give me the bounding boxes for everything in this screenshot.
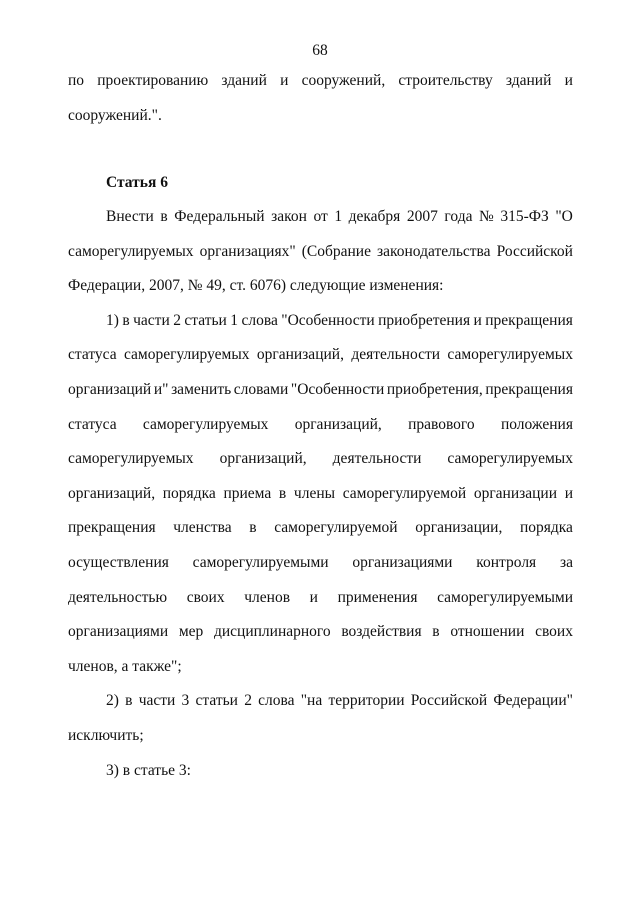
word: статьи (195, 692, 238, 710)
word: приобретения, (386, 380, 483, 398)
word: саморегулируемыми (192, 553, 329, 571)
text-line: членов, а также"; (68, 657, 182, 675)
text-line (68, 615, 573, 650)
word: от (313, 208, 328, 225)
word: осуществления (68, 553, 169, 571)
word: дисциплинарного (213, 623, 331, 641)
word: территории (328, 692, 405, 710)
word: Федерации" (493, 692, 573, 710)
text-line (68, 684, 573, 719)
text-line (68, 200, 573, 235)
word: организациях" (199, 242, 296, 260)
word: организаций, (256, 346, 344, 364)
word: (Собрание (301, 242, 371, 260)
word: части (138, 692, 176, 710)
word: в (122, 311, 130, 329)
text-line (68, 581, 573, 616)
word: применения (337, 588, 418, 606)
word: статуса (68, 415, 117, 433)
word: саморегулируемыми (437, 588, 573, 606)
word: в (125, 692, 133, 710)
word: воздействия (341, 623, 422, 641)
word: части (133, 311, 170, 329)
word: 1) (106, 311, 119, 329)
word: 2) (106, 692, 119, 710)
word: порядка (519, 519, 573, 537)
word: саморегулируемых (123, 346, 250, 364)
word: слова (241, 311, 278, 329)
word: саморегулируемых (142, 415, 269, 433)
word: организаций, (294, 415, 382, 433)
page-number: 68 (312, 42, 328, 59)
word: и (564, 484, 573, 502)
word: и (309, 588, 318, 606)
word: организации (473, 484, 558, 502)
word: прекращения (485, 380, 573, 398)
text-line (68, 546, 573, 581)
word: Федеральный (174, 208, 265, 225)
word: 315-ФЗ (500, 208, 549, 225)
word: организациями (68, 623, 169, 641)
text-line (68, 511, 573, 546)
word: статьи (184, 311, 227, 329)
text-line: исключить; (68, 726, 144, 744)
word: организациями (352, 553, 453, 571)
word: своих (535, 623, 573, 641)
word: деятельностью (68, 588, 168, 606)
article-heading: Статья 6 (106, 174, 168, 191)
word: организаций, (219, 450, 307, 468)
word: членов (244, 588, 291, 606)
word: № (479, 208, 494, 225)
word: "Особенности (281, 311, 375, 329)
word: мер (178, 623, 204, 641)
word: 2 (244, 692, 252, 710)
word: заменить (171, 380, 232, 398)
text-line (68, 442, 573, 477)
text-line (68, 373, 573, 408)
word: года (444, 208, 473, 225)
text-line (68, 408, 573, 443)
word: членства (173, 519, 232, 537)
word: прекращения (485, 311, 573, 329)
word: своих (186, 588, 225, 606)
word: за (559, 553, 573, 571)
word: законодательства (376, 242, 491, 260)
article-body (68, 200, 573, 788)
word: слова (258, 692, 295, 710)
word: сооружений, (301, 72, 386, 89)
word: Внести (106, 208, 154, 225)
word: и (280, 72, 289, 89)
text-line (68, 304, 573, 339)
word: статуса (68, 346, 117, 364)
word: организации, (415, 519, 503, 537)
word: саморегулируемых (447, 346, 573, 364)
word: прекращения (68, 519, 156, 537)
word: организаций (68, 380, 152, 398)
word: порядка (162, 484, 216, 502)
text-line (68, 235, 573, 270)
word: 1 (334, 208, 343, 225)
word: и" (153, 380, 169, 398)
word: деятельности (332, 450, 422, 468)
word: приобретения (378, 311, 471, 329)
text-line (68, 477, 573, 512)
word: организаций, (68, 484, 156, 502)
word: в (278, 484, 287, 502)
word: зданий (505, 72, 552, 89)
word: 2007 (406, 208, 438, 225)
word: в (432, 623, 440, 641)
word: приема (223, 484, 272, 502)
word: 3 (181, 692, 190, 710)
text-line: 3) в статье 3: (106, 761, 191, 779)
text-line (68, 64, 573, 99)
word: саморегулируемых (447, 450, 573, 468)
word: строительству (398, 72, 493, 89)
word: "на (300, 692, 323, 710)
word: 2 (173, 311, 181, 329)
text-line (68, 338, 573, 373)
word: и (473, 311, 482, 329)
word: зданий (221, 72, 267, 89)
word: и (564, 72, 573, 89)
word: правового (408, 415, 475, 433)
word: положения (500, 415, 573, 433)
word: в (249, 519, 257, 537)
word: Российской (410, 692, 488, 710)
word: саморегулируемой (274, 519, 398, 537)
word: контроля (476, 553, 537, 571)
word: "О (555, 208, 573, 225)
word: деятельности (351, 346, 441, 364)
word: Российской (496, 242, 573, 260)
word: по (68, 72, 85, 89)
word: проектированию (97, 72, 209, 89)
text-line: Федерации, 2007, № 49, ст. 6076) следующие изменения: (68, 277, 444, 295)
word: "Особенности (290, 380, 385, 398)
word: саморегулируемых (68, 450, 194, 468)
intro-paragraph (68, 64, 573, 133)
word: отношении (450, 623, 525, 641)
word: саморегулируемых (68, 242, 194, 260)
word: закон (271, 208, 307, 225)
word: декабря (348, 208, 401, 225)
word: саморегулируемой (342, 484, 467, 502)
word: в (160, 208, 168, 225)
word: члены (293, 484, 336, 502)
text-line: сооружений.". (68, 106, 162, 124)
word: словами (233, 380, 289, 398)
word: 1 (230, 311, 239, 329)
